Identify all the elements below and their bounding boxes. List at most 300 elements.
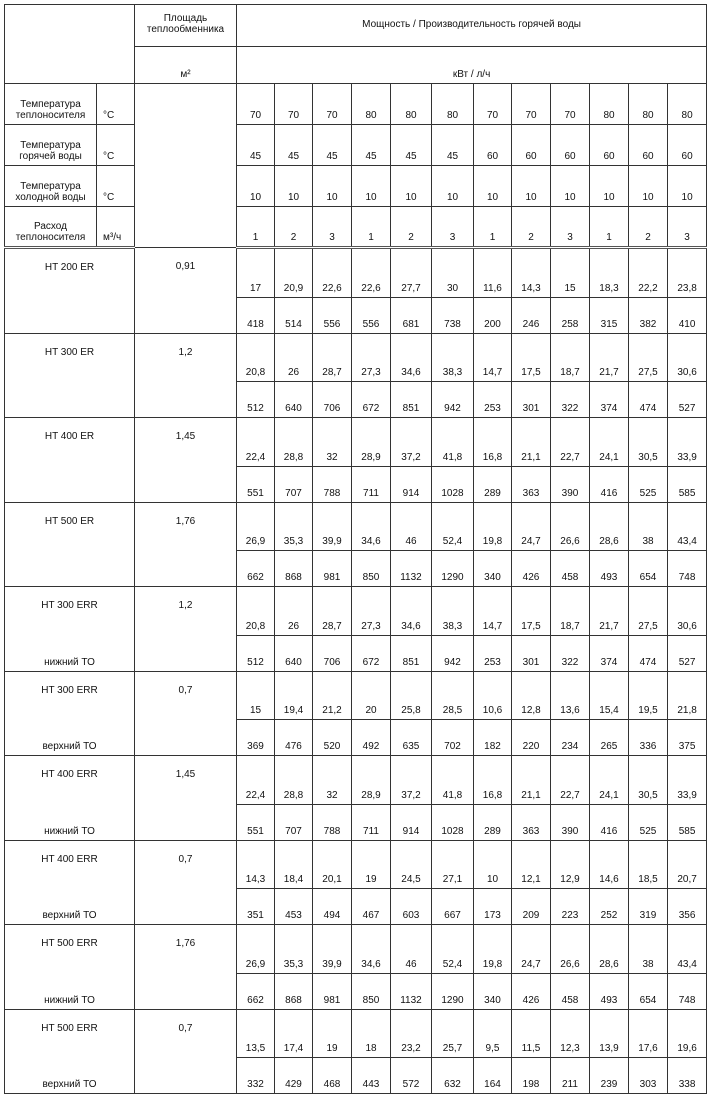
model-power-row	[5, 418, 707, 467]
parameter-value: 60	[551, 125, 590, 166]
power-value: 22,4	[237, 418, 275, 467]
model-area-blank	[135, 720, 237, 756]
power-value: 16,8	[474, 418, 512, 467]
flow-value: 289	[474, 804, 512, 840]
power-value: 35,3	[275, 925, 313, 974]
power-value: 19,6	[668, 1009, 707, 1058]
parameter-value: 3	[313, 207, 352, 248]
power-value: 38	[629, 925, 668, 974]
power-value: 28,7	[313, 333, 352, 382]
power-value: 41,8	[432, 418, 474, 467]
corner-cell	[5, 5, 135, 84]
power-value: 34,6	[391, 587, 432, 636]
flow-value: 981	[313, 973, 352, 1009]
parameter-row	[5, 207, 707, 248]
power-value: 39,9	[313, 925, 352, 974]
parameter-unit: °C	[97, 125, 135, 166]
flow-value: 585	[668, 804, 707, 840]
flow-value: 493	[590, 973, 629, 1009]
model-subtype: нижний ТО	[5, 804, 135, 840]
flow-value: 265	[590, 720, 629, 756]
power-value: 26	[275, 333, 313, 382]
power-value: 28,9	[352, 418, 391, 467]
parameter-label: Температура холодной воды	[5, 166, 97, 207]
parameter-value: 60	[474, 125, 512, 166]
power-value: 27,7	[391, 248, 432, 298]
flow-value: 585	[668, 466, 707, 502]
model-flow-row	[5, 297, 707, 333]
parameter-value: 70	[512, 84, 551, 125]
parameter-value: 80	[391, 84, 432, 125]
power-value: 28,9	[352, 756, 391, 805]
model-flow-row	[5, 720, 707, 756]
model-flow-row	[5, 635, 707, 671]
flow-value: 200	[474, 297, 512, 333]
power-value: 19,4	[275, 671, 313, 720]
model-subtype	[5, 297, 135, 333]
flow-value: 246	[512, 297, 551, 333]
flow-value: 551	[237, 804, 275, 840]
model-name: HT 300 ERR	[5, 587, 135, 636]
flow-value: 340	[474, 973, 512, 1009]
model-power-row	[5, 925, 707, 974]
flow-value: 426	[512, 973, 551, 1009]
power-value: 38	[629, 502, 668, 551]
flow-value: 322	[551, 382, 590, 418]
power-value: 14,7	[474, 333, 512, 382]
power-value: 34,6	[391, 333, 432, 382]
flow-value: 220	[512, 720, 551, 756]
flow-value: 527	[668, 635, 707, 671]
flow-value: 1132	[391, 551, 432, 587]
parameter-value: 10	[551, 166, 590, 207]
power-value: 25,7	[432, 1009, 474, 1058]
power-value: 17,5	[512, 333, 551, 382]
flow-value: 253	[474, 382, 512, 418]
power-value: 18	[352, 1009, 391, 1058]
parameter-value: 10	[313, 166, 352, 207]
model-flow-row	[5, 466, 707, 502]
model-subtype	[5, 382, 135, 418]
model-area-blank	[135, 889, 237, 925]
model-name: HT 300 ERR	[5, 671, 135, 720]
flow-value: 303	[629, 1058, 668, 1094]
area-header: Площадь теплообменника	[135, 5, 237, 47]
power-value: 16,8	[474, 756, 512, 805]
power-value: 30,6	[668, 333, 707, 382]
model-subtype: верхний ТО	[5, 1058, 135, 1094]
model-power-row	[5, 756, 707, 805]
flow-value: 525	[629, 466, 668, 502]
power-value: 41,8	[432, 756, 474, 805]
flow-value: 556	[352, 297, 391, 333]
flow-value: 351	[237, 889, 275, 925]
power-value: 26,9	[237, 502, 275, 551]
flow-value: 375	[668, 720, 707, 756]
power-value: 30	[432, 248, 474, 298]
power-value: 27,3	[352, 333, 391, 382]
parameter-value: 45	[391, 125, 432, 166]
flow-value: 512	[237, 635, 275, 671]
model-flow-row	[5, 1058, 707, 1094]
parameter-row	[5, 125, 707, 166]
power-value: 28,8	[275, 418, 313, 467]
model-area: 1,2	[135, 333, 237, 382]
flow-value: 707	[275, 466, 313, 502]
flow-value: 209	[512, 889, 551, 925]
power-value: 19	[352, 840, 391, 889]
parameter-value: 45	[352, 125, 391, 166]
parameter-value: 45	[432, 125, 474, 166]
power-value: 15,4	[590, 671, 629, 720]
flow-value: 363	[512, 804, 551, 840]
flow-value: 748	[668, 551, 707, 587]
model-area-blank	[135, 635, 237, 671]
area-unit: м²	[135, 47, 237, 84]
parameter-value: 70	[313, 84, 352, 125]
flow-value: 474	[629, 635, 668, 671]
performance-table	[4, 4, 707, 1094]
power-value: 43,4	[668, 925, 707, 974]
power-value: 24,7	[512, 925, 551, 974]
flow-value: 672	[352, 382, 391, 418]
flow-value: 301	[512, 635, 551, 671]
power-value: 33,9	[668, 418, 707, 467]
parameter-value: 3	[432, 207, 474, 248]
model-name: HT 200 ER	[5, 248, 135, 298]
flow-value: 252	[590, 889, 629, 925]
parameter-unit: °C	[97, 84, 135, 125]
power-value: 35,3	[275, 502, 313, 551]
power-value: 24,7	[512, 502, 551, 551]
flow-value: 390	[551, 466, 590, 502]
parameter-value: 80	[432, 84, 474, 125]
flow-value: 635	[391, 720, 432, 756]
power-value: 32	[313, 418, 352, 467]
flow-value: 525	[629, 804, 668, 840]
power-value: 18,5	[629, 840, 668, 889]
power-value: 30,5	[629, 418, 668, 467]
flow-value: 336	[629, 720, 668, 756]
area-blank-cell	[135, 84, 237, 248]
power-value: 20,1	[313, 840, 352, 889]
model-area-blank	[135, 466, 237, 502]
parameter-value: 80	[352, 84, 391, 125]
power-value: 13,9	[590, 1009, 629, 1058]
flow-value: 410	[668, 297, 707, 333]
parameter-value: 80	[590, 84, 629, 125]
parameter-value: 10	[590, 166, 629, 207]
model-area: 1,45	[135, 418, 237, 467]
parameter-value: 3	[551, 207, 590, 248]
parameter-value: 10	[391, 166, 432, 207]
parameter-unit: м³/ч	[97, 207, 135, 248]
power-value: 21,7	[590, 587, 629, 636]
model-flow-row	[5, 889, 707, 925]
flow-value: 640	[275, 635, 313, 671]
power-value: 39,9	[313, 502, 352, 551]
power-value: 20,8	[237, 333, 275, 382]
power-value: 12,1	[512, 840, 551, 889]
power-value: 17,6	[629, 1009, 668, 1058]
flow-value: 164	[474, 1058, 512, 1094]
parameter-value: 45	[313, 125, 352, 166]
model-area: 0,7	[135, 1009, 237, 1058]
parameter-row	[5, 166, 707, 207]
parameter-value: 10	[629, 166, 668, 207]
model-area: 1,2	[135, 587, 237, 636]
power-value: 24,1	[590, 756, 629, 805]
model-area-blank	[135, 973, 237, 1009]
power-value: 38,3	[432, 587, 474, 636]
power-value: 22,7	[551, 756, 590, 805]
power-value: 14,3	[512, 248, 551, 298]
flow-value: 474	[629, 382, 668, 418]
flow-value: 253	[474, 635, 512, 671]
power-value: 22,4	[237, 756, 275, 805]
flow-value: 493	[590, 551, 629, 587]
power-value: 10	[474, 840, 512, 889]
flow-value: 1290	[432, 551, 474, 587]
flow-value: 551	[237, 466, 275, 502]
flow-value: 788	[313, 804, 352, 840]
parameter-value: 10	[668, 166, 707, 207]
power-value: 20,8	[237, 587, 275, 636]
power-value: 27,5	[629, 587, 668, 636]
power-value: 37,2	[391, 418, 432, 467]
power-value: 33,9	[668, 756, 707, 805]
flow-value: 289	[474, 466, 512, 502]
power-value: 37,2	[391, 756, 432, 805]
flow-value: 390	[551, 804, 590, 840]
parameter-value: 45	[237, 125, 275, 166]
power-value: 27,1	[432, 840, 474, 889]
flow-value: 173	[474, 889, 512, 925]
flow-value: 182	[474, 720, 512, 756]
power-value: 13,5	[237, 1009, 275, 1058]
parameter-value: 60	[629, 125, 668, 166]
power-value: 21,1	[512, 418, 551, 467]
model-power-row	[5, 502, 707, 551]
parameter-value: 10	[432, 166, 474, 207]
model-name: HT 400 ERR	[5, 756, 135, 805]
model-area-blank	[135, 551, 237, 587]
parameter-value: 45	[275, 125, 313, 166]
power-value: 20	[352, 671, 391, 720]
model-flow-row	[5, 551, 707, 587]
flow-value: 382	[629, 297, 668, 333]
parameter-value: 80	[668, 84, 707, 125]
power-header: Мощность / Производительность горячей воды	[237, 5, 707, 47]
power-value: 52,4	[432, 925, 474, 974]
power-value: 28,8	[275, 756, 313, 805]
flow-value: 416	[590, 466, 629, 502]
flow-value: 340	[474, 551, 512, 587]
flow-value: 453	[275, 889, 313, 925]
flow-value: 234	[551, 720, 590, 756]
power-value: 19,8	[474, 925, 512, 974]
flow-value: 868	[275, 973, 313, 1009]
flow-value: 942	[432, 635, 474, 671]
parameter-value: 1	[474, 207, 512, 248]
flow-value: 662	[237, 551, 275, 587]
power-value: 20,9	[275, 248, 313, 298]
parameter-value: 1	[590, 207, 629, 248]
flow-value: 443	[352, 1058, 391, 1094]
power-value: 21,8	[668, 671, 707, 720]
model-power-row	[5, 1009, 707, 1058]
model-subtype	[5, 551, 135, 587]
flow-value: 374	[590, 382, 629, 418]
flow-value: 418	[237, 297, 275, 333]
power-value: 17,5	[512, 587, 551, 636]
flow-value: 788	[313, 466, 352, 502]
power-value: 14,7	[474, 587, 512, 636]
flow-value: 914	[391, 804, 432, 840]
power-value: 18,3	[590, 248, 629, 298]
power-value: 22,7	[551, 418, 590, 467]
header-row	[5, 5, 707, 47]
parameter-row	[5, 84, 707, 125]
power-value: 10,6	[474, 671, 512, 720]
flow-value: 374	[590, 635, 629, 671]
flow-value: 429	[275, 1058, 313, 1094]
power-value: 21,7	[590, 333, 629, 382]
power-value: 25,8	[391, 671, 432, 720]
parameter-label: Температура горячей воды	[5, 125, 97, 166]
flow-value: 1290	[432, 973, 474, 1009]
model-flow-row	[5, 973, 707, 1009]
flow-value: 850	[352, 551, 391, 587]
flow-value: 426	[512, 551, 551, 587]
flow-value: 258	[551, 297, 590, 333]
flow-value: 322	[551, 635, 590, 671]
parameter-value: 10	[474, 166, 512, 207]
parameter-label: Температура теплоносителя	[5, 84, 97, 125]
model-area: 1,76	[135, 502, 237, 551]
power-value: 28,5	[432, 671, 474, 720]
flow-value: 640	[275, 382, 313, 418]
flow-value: 603	[391, 889, 432, 925]
parameter-unit: °C	[97, 166, 135, 207]
flow-value: 458	[551, 551, 590, 587]
power-value: 19,8	[474, 502, 512, 551]
parameter-value: 80	[629, 84, 668, 125]
flow-value: 211	[551, 1058, 590, 1094]
model-name: HT 300 ER	[5, 333, 135, 382]
power-value: 21,1	[512, 756, 551, 805]
flow-value: 706	[313, 382, 352, 418]
flow-value: 572	[391, 1058, 432, 1094]
model-subtype: верхний ТО	[5, 889, 135, 925]
power-value: 13,6	[551, 671, 590, 720]
flow-value: 492	[352, 720, 391, 756]
power-value: 19,5	[629, 671, 668, 720]
flow-value: 706	[313, 635, 352, 671]
power-value: 52,4	[432, 502, 474, 551]
power-value: 15	[551, 248, 590, 298]
flow-value: 632	[432, 1058, 474, 1094]
power-value: 18,7	[551, 333, 590, 382]
flow-value: 514	[275, 297, 313, 333]
flow-value: 654	[629, 973, 668, 1009]
power-value: 28,6	[590, 925, 629, 974]
parameter-value: 1	[237, 207, 275, 248]
power-value: 22,2	[629, 248, 668, 298]
power-value: 9,5	[474, 1009, 512, 1058]
power-value: 34,6	[352, 502, 391, 551]
model-area: 1,45	[135, 756, 237, 805]
parameter-value: 2	[512, 207, 551, 248]
model-subtype: верхний ТО	[5, 720, 135, 756]
model-power-row	[5, 248, 707, 298]
power-value: 18,4	[275, 840, 313, 889]
flow-value: 667	[432, 889, 474, 925]
power-value: 18,7	[551, 587, 590, 636]
flow-value: 711	[352, 804, 391, 840]
power-value: 43,4	[668, 502, 707, 551]
model-area: 0,7	[135, 840, 237, 889]
model-area: 0,91	[135, 248, 237, 298]
power-value: 24,1	[590, 418, 629, 467]
power-value: 22,6	[313, 248, 352, 298]
power-value: 12,8	[512, 671, 551, 720]
model-flow-row	[5, 804, 707, 840]
model-name: HT 400 ERR	[5, 840, 135, 889]
parameter-value: 70	[551, 84, 590, 125]
power-value: 14,3	[237, 840, 275, 889]
flow-value: 416	[590, 804, 629, 840]
parameter-label: Расход теплоносителя	[5, 207, 97, 248]
power-value: 23,8	[668, 248, 707, 298]
power-value: 32	[313, 756, 352, 805]
power-value: 14,6	[590, 840, 629, 889]
power-value: 20,7	[668, 840, 707, 889]
flow-value: 702	[432, 720, 474, 756]
power-value: 26	[275, 587, 313, 636]
power-value: 26,9	[237, 925, 275, 974]
power-value: 28,6	[590, 502, 629, 551]
power-value: 12,3	[551, 1009, 590, 1058]
flow-value: 556	[313, 297, 352, 333]
power-value: 34,6	[352, 925, 391, 974]
power-value: 30,5	[629, 756, 668, 805]
flow-value: 494	[313, 889, 352, 925]
power-value: 30,6	[668, 587, 707, 636]
flow-value: 662	[237, 973, 275, 1009]
flow-value: 711	[352, 466, 391, 502]
model-area-blank	[135, 297, 237, 333]
flow-value: 356	[668, 889, 707, 925]
flow-value: 458	[551, 973, 590, 1009]
model-power-row	[5, 671, 707, 720]
model-power-row	[5, 840, 707, 889]
flow-value: 654	[629, 551, 668, 587]
power-value: 38,3	[432, 333, 474, 382]
model-area: 1,76	[135, 925, 237, 974]
power-value: 19	[313, 1009, 352, 1058]
parameter-value: 2	[391, 207, 432, 248]
flow-value: 850	[352, 973, 391, 1009]
model-area: 0,7	[135, 671, 237, 720]
power-value: 15	[237, 671, 275, 720]
power-value: 11,5	[512, 1009, 551, 1058]
flow-value: 476	[275, 720, 313, 756]
power-value: 27,5	[629, 333, 668, 382]
model-subtype: нижний ТО	[5, 635, 135, 671]
power-value: 46	[391, 925, 432, 974]
power-value: 23,2	[391, 1009, 432, 1058]
